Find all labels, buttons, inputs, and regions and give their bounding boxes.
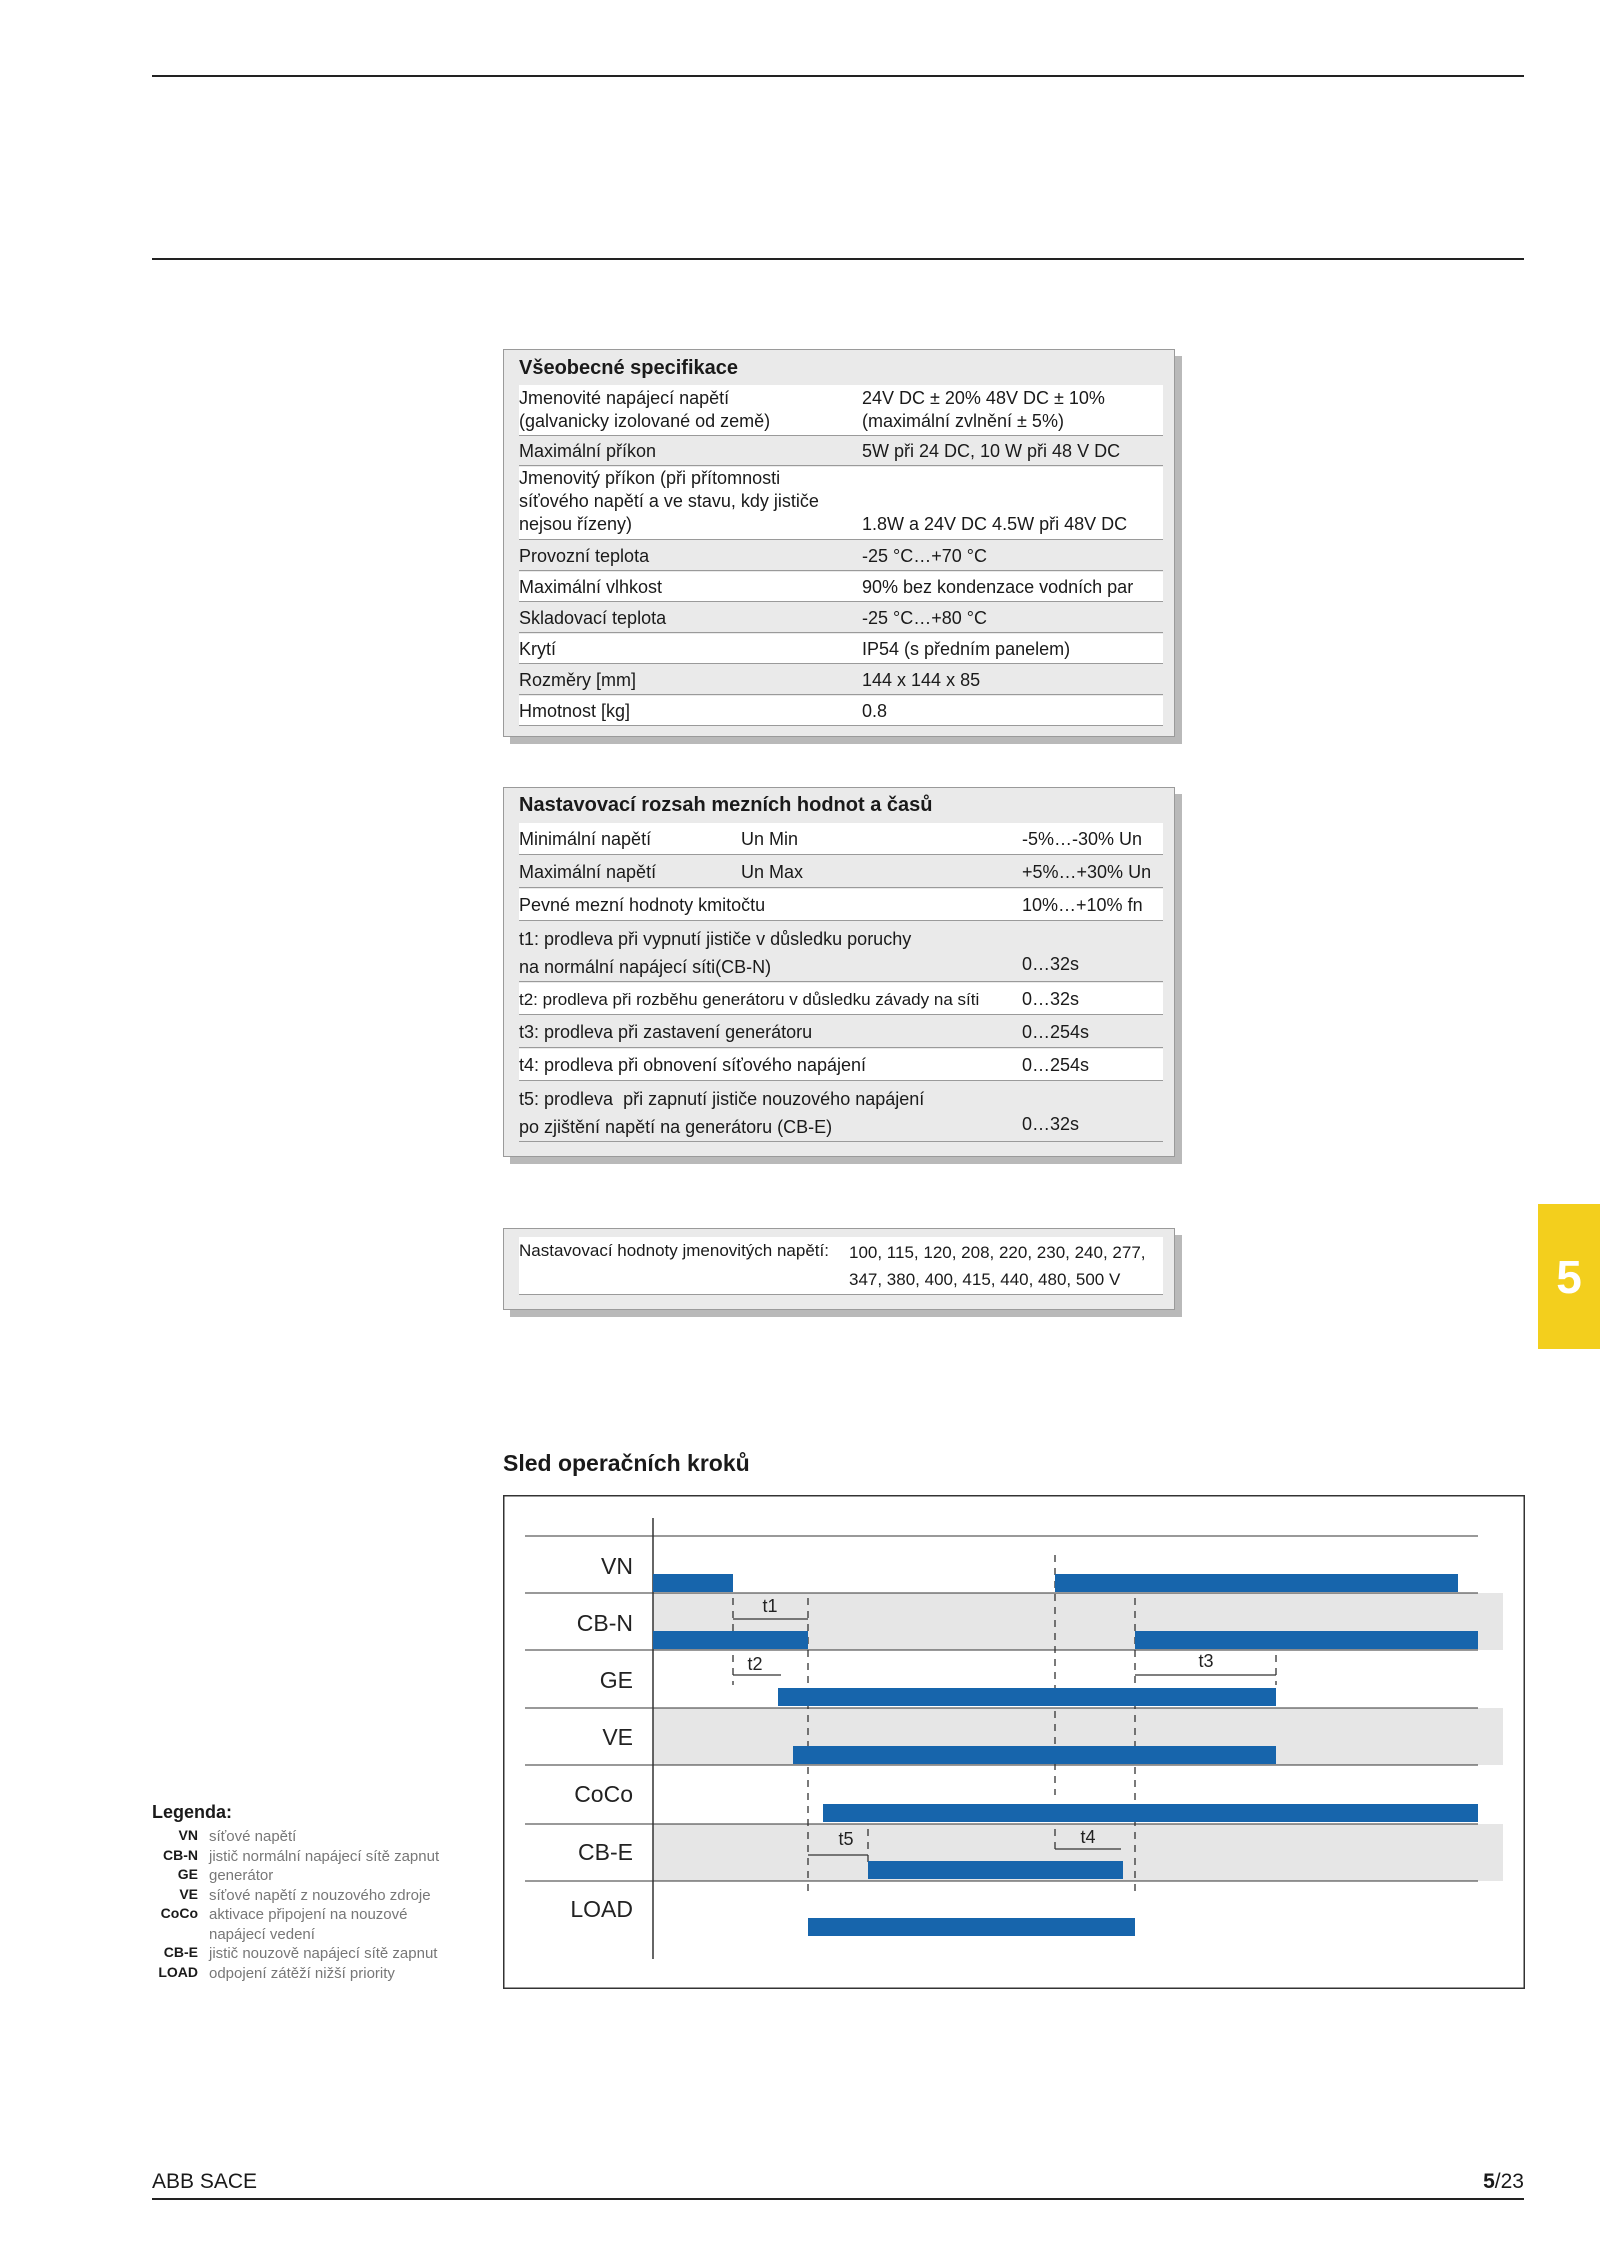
range-row (519, 889, 1163, 921)
range-value: 0…32s (1022, 1114, 1080, 1134)
bar-coco (823, 1804, 1478, 1822)
range-label: t1: prodleva při vypnutí jističe v důsledku poruchy na normální napájecí síti(CB-N) (519, 929, 912, 977)
legend-code: GE (177, 1866, 198, 1882)
legend-item (152, 1905, 408, 1944)
range-label: t2: prodleva při rozběhu generátoru v důsledku závady na síti (519, 990, 980, 1009)
spec-value: IP54 (s předním panelem) (862, 639, 1071, 659)
range-label: Pevné mezní hodnoty kmitočtu (519, 895, 766, 915)
legend-desc: jistič normální napájecí sítě zapnut (209, 1847, 440, 1865)
legend (152, 1802, 440, 1983)
legend-title: Legenda: (152, 1802, 233, 1822)
general-specs-table (503, 349, 1175, 737)
page-number-rest: /23 (1494, 2170, 1524, 2193)
range-value: -5%…-30% Un (1022, 829, 1143, 849)
footer-company: ABB SACE (152, 2170, 258, 2193)
range-label: t4: prodleva při obnovení síťového napájení (519, 1055, 866, 1075)
range-value: 0…254s (1022, 1055, 1090, 1075)
diagram-title: Sled operačních kroků (503, 1450, 750, 1476)
timer-label-t3: t3 (1198, 1651, 1214, 1671)
bar-ve (793, 1746, 1276, 1764)
bar-load (808, 1918, 1135, 1936)
spec-value: 1.8W a 24V DC 4.5W při 48V DC (862, 514, 1128, 534)
timing-diagram (503, 1495, 1525, 1989)
range-row (519, 1049, 1163, 1081)
legend-desc: odpojení zátěží nižší priority (209, 1964, 395, 1982)
bar-vn-2 (1055, 1574, 1458, 1592)
spec-row (519, 541, 1163, 571)
timer-label-t4: t4 (1080, 1827, 1096, 1847)
spec-value: -25 °C…+70 °C (862, 546, 987, 566)
range-label: t3: prodleva při zastavení generátoru (519, 1022, 813, 1042)
legend-desc: generátor (209, 1867, 274, 1884)
spec-label: Jmenovité napájecí napětí (galvanicky izolované od země) (519, 388, 771, 431)
signal-label-cbn: CB-N (576, 1610, 633, 1636)
spec-label: Maximální vlhkost (519, 577, 663, 597)
range-row (519, 1082, 1163, 1142)
signal-label-vn: VN (601, 1553, 633, 1579)
legend-code: LOAD (158, 1963, 198, 1980)
bar-vn-1 (653, 1574, 733, 1592)
range-value: 0…254s (1022, 1022, 1090, 1042)
signal-label-ve: VE (602, 1724, 633, 1750)
legend-code: VN (178, 1827, 198, 1843)
range-param: Un Max (741, 862, 804, 882)
range-row (519, 823, 1163, 855)
legend-item (152, 1944, 438, 1964)
top-rule (152, 75, 1524, 77)
section-tab: 5 (1538, 1204, 1600, 1349)
footer-rule (152, 2198, 1524, 2200)
range-label: Maximální napětí (519, 862, 657, 882)
legend-code: CoCo (160, 1905, 198, 1921)
timer-label-t2: t2 (747, 1654, 763, 1674)
general-specs-title: Všeobecné specifikace (519, 357, 739, 379)
legend-item (152, 1963, 395, 1984)
range-value: +5%…+30% Un (1022, 862, 1152, 882)
spec-label: Krytí (519, 639, 557, 659)
spec-label: Skladovací teplota (519, 608, 667, 628)
legend-code: VE (179, 1885, 198, 1902)
spec-label: Maximální příkon (519, 441, 657, 461)
range-table-title: Nastavovací rozsah mezních hodnot a časů (519, 794, 933, 816)
range-value: 0…32s (1022, 954, 1080, 974)
range-row (519, 983, 1163, 1015)
legend-desc: síťové napětí z nouzového zdroje (209, 1886, 431, 1904)
signal-label-load: LOAD (570, 1896, 633, 1922)
bar-cbn-1 (653, 1631, 808, 1649)
voltage-label: Nastavovací hodnoty jmenovitých napětí: (519, 1241, 829, 1260)
spec-row (519, 467, 1163, 540)
legend-item (152, 1827, 297, 1847)
legend-code: CB-N (163, 1846, 198, 1863)
spec-row (519, 603, 1163, 633)
timer-label-t1: t1 (762, 1596, 778, 1616)
bar-ge (778, 1688, 1276, 1706)
spec-label: Hmotnost [kg] (519, 701, 631, 721)
timer-label-t5: t5 (838, 1829, 854, 1849)
signal-label-ge: GE (599, 1667, 633, 1693)
legend-code: CB-E (163, 1944, 198, 1960)
range-value: 0…32s (1022, 989, 1080, 1009)
range-table (503, 787, 1175, 1157)
spec-value: -25 °C…+80 °C (862, 608, 987, 628)
range-param: Un Min (741, 829, 799, 849)
spec-value: 24V DC ± 20% 48V DC ± 10% (maximální zvlnění ± 5%) (862, 388, 1105, 431)
spec-row (519, 696, 1163, 726)
range-row (519, 1016, 1163, 1048)
range-value: 10%…+10% fn (1022, 895, 1143, 915)
range-label: t5: prodleva při zapnutí jističe nouzového napájení po zjištění napětí na generátoru (CB-E) (519, 1089, 925, 1137)
page-number-section: 5 (1483, 2170, 1495, 2193)
bar-cbe (868, 1861, 1123, 1879)
spec-label: Rozměry [mm] (519, 670, 636, 690)
legend-item (152, 1846, 440, 1867)
legend-desc: jistič nouzově napájecí sítě zapnut (209, 1945, 438, 1962)
range-row (519, 922, 1163, 982)
header-rule (152, 258, 1524, 260)
legend-item (152, 1866, 274, 1886)
spec-row (519, 572, 1163, 602)
signal-label-coco: CoCo (574, 1781, 633, 1807)
legend-desc: síťové napětí (209, 1828, 297, 1845)
spec-value: 0.8 (862, 701, 888, 721)
voltage-values: 100, 115, 120, 208, 220, 230, 240, 277, 347, 380, 400, 415, 440, 480, 500 V (849, 1243, 1146, 1289)
spec-row (519, 385, 1163, 436)
range-label: Minimální napětí (519, 829, 652, 849)
spec-value: 90% bez kondenzace vodních par (862, 577, 1134, 597)
spec-value: 5W při 24 DC, 10 W při 48 V DC (862, 441, 1121, 461)
spec-label: Jmenovitý příkon (při přítomnosti síťového napětí a ve stavu, kdy jističe nejsou řízeny) (519, 468, 819, 534)
signal-label-cbe: CB-E (578, 1839, 633, 1865)
bar-cbn-2 (1135, 1631, 1478, 1649)
range-row (519, 856, 1163, 888)
spec-row (519, 437, 1163, 466)
spec-value: 144 x 144 x 85 (862, 670, 981, 690)
spec-label: Provozní teplota (519, 546, 650, 566)
spec-row (519, 665, 1163, 695)
legend-item (152, 1885, 431, 1906)
legend-desc: aktivace připojení na nouzové napájecí vedení (209, 1906, 408, 1943)
page-number (1483, 2170, 1524, 2194)
voltage-row (519, 1237, 1163, 1295)
voltage-settings-box (503, 1228, 1175, 1310)
spec-row (519, 634, 1163, 664)
